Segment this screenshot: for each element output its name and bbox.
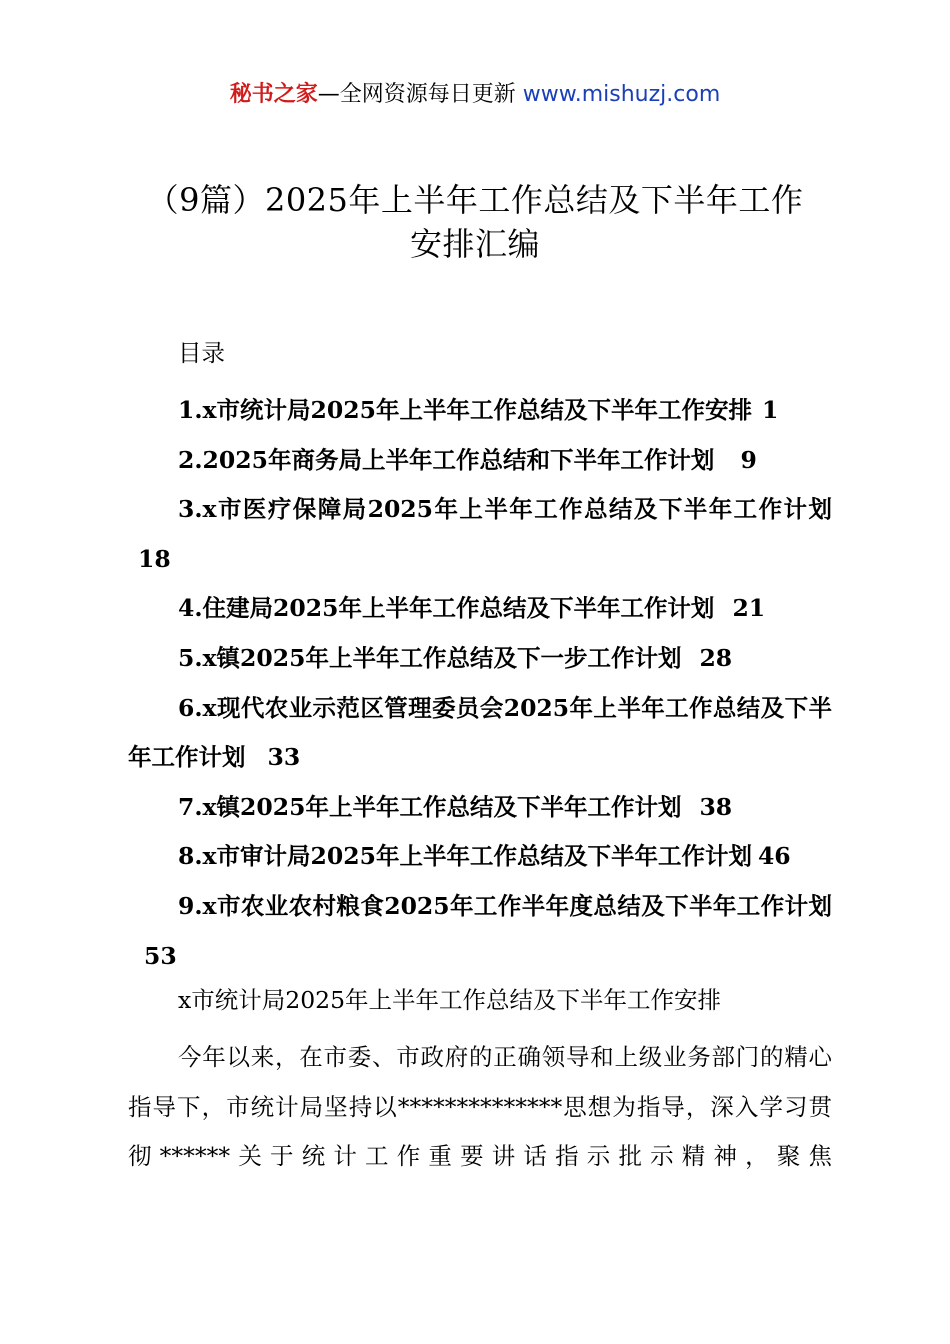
toc-item-text: 9.x市农业农村粮食2025年工作半年度总结及下半年工作计划 <box>178 891 832 920</box>
toc-item-text: 5.x镇2025年上半年工作总结及下一步工作计划 <box>178 643 682 672</box>
toc-item-page: 28 <box>699 643 733 672</box>
site-url-link[interactable]: www.mishuzj.com <box>522 82 721 107</box>
toc-item-text: 1.x市统计局2025年上半年工作总结及下半年工作安排 <box>178 396 752 424</box>
toc-item-text: 6.x现代农业示范区管理委员会2025年上半年工作总结及下半年工作计划 <box>128 693 832 772</box>
title-line-1: （9篇）2025年上半年工作总结及下半年工作 <box>146 181 804 219</box>
toc-item-text: 2.2025年商务局上半年工作总结和下半年工作计划 <box>178 445 715 474</box>
toc-item-2[interactable] <box>128 436 832 486</box>
toc-item-text: 8.x市审计局2025年上半年工作总结及下半年工作计划 <box>178 842 752 871</box>
document-title <box>100 178 850 266</box>
toc-item-3[interactable] <box>128 485 832 584</box>
toc-item-9[interactable] <box>128 882 832 981</box>
toc-item-text: 7.x镇2025年上半年工作总结及下半年工作计划 <box>178 792 682 821</box>
toc-item-7[interactable] <box>128 783 832 833</box>
toc-item-4[interactable] <box>128 584 832 634</box>
toc-item-6[interactable] <box>128 684 832 783</box>
title-line-2: 安排汇编 <box>409 225 540 263</box>
toc-item-1[interactable] <box>128 386 832 436</box>
toc-item-page: 46 <box>757 842 791 871</box>
toc-item-page: 38 <box>699 792 733 821</box>
toc-item-5[interactable] <box>128 634 832 684</box>
header-tagline: —全网资源每日更新 <box>317 82 523 107</box>
site-header <box>0 78 950 112</box>
section-title: x市统计局2025年上半年工作总结及下半年工作安排 <box>178 986 722 1014</box>
table-of-contents <box>128 386 832 981</box>
toc-item-8[interactable] <box>128 832 832 882</box>
body-paragraph: 今年以来，在市委、市政府的正确领导和上级业务部门的精心指导下，市统计局坚持以**************思想为指导，深入学习贯彻******关于统计工作重要讲话指示批示精神，聚焦 <box>128 1043 832 1171</box>
toc-item-text: 3.x市医疗保障局2025年上半年工作总结及下半年工作计划 <box>178 495 832 524</box>
brand-name: 秘书之家 <box>229 82 318 107</box>
toc-item-page: 9 <box>740 445 757 474</box>
toc-heading: 目录 <box>178 339 225 367</box>
toc-item-page: 53 <box>144 941 177 970</box>
toc-item-page: 1 <box>761 396 779 424</box>
toc-item-page: 21 <box>732 594 766 623</box>
toc-item-text: 4.住建局2025年上半年工作总结及下半年工作计划 <box>178 594 715 623</box>
toc-item-page: 33 <box>267 743 301 772</box>
toc-item-page: 18 <box>138 544 171 573</box>
